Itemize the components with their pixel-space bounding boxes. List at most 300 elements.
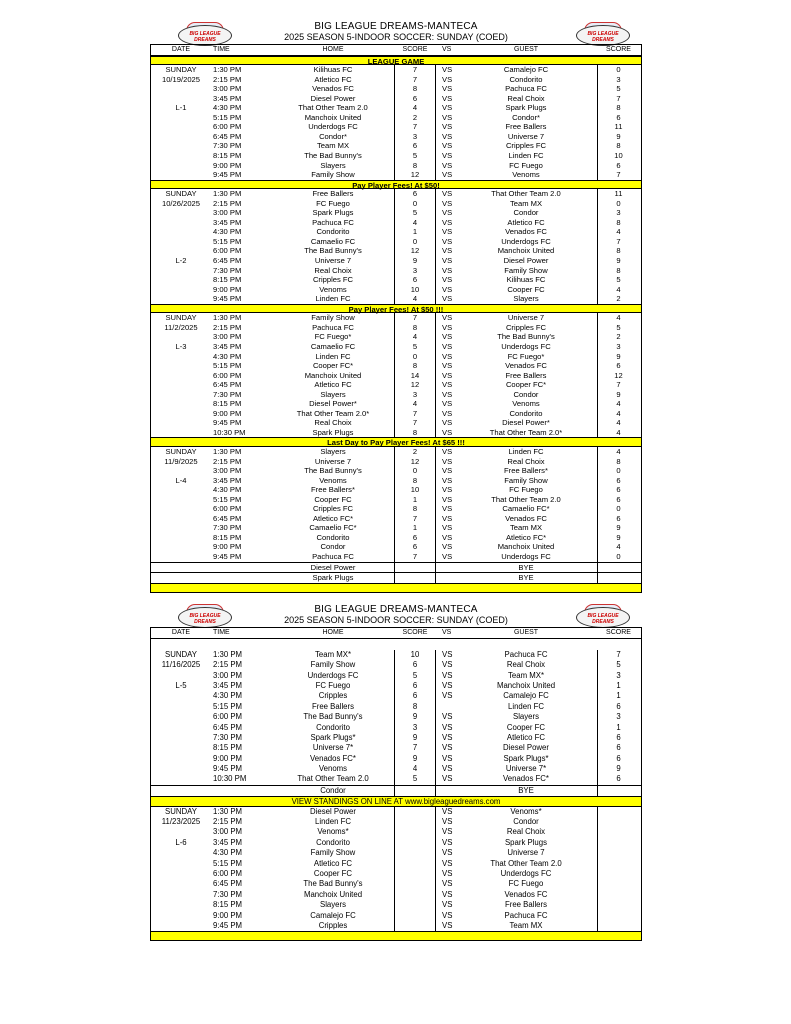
- vs-label: VS: [442, 208, 453, 218]
- home-score: 9: [412, 256, 418, 266]
- home-score: 4: [412, 332, 418, 342]
- game-row: [151, 785, 641, 796]
- week-label: L-1: [175, 103, 187, 113]
- game-row: [151, 712, 641, 722]
- game-row: [151, 199, 641, 209]
- home-team: The Bad Bunny's: [303, 879, 363, 889]
- home-team: Underdogs FC: [308, 122, 358, 132]
- game-row: [151, 514, 641, 524]
- game-time: 6:00 PM: [213, 122, 242, 132]
- game-time: 6:45 PM: [213, 256, 242, 266]
- guest-score: 1: [616, 691, 621, 701]
- game-row: [151, 848, 641, 858]
- home-team: The Bad Bunny's: [304, 466, 362, 476]
- week-day: SUNDAY: [165, 65, 197, 75]
- column-header-guest: GUEST: [513, 46, 539, 53]
- game-time: 4:30 PM: [213, 351, 242, 361]
- home-score: 6: [412, 660, 418, 670]
- game-time: 3:45 PM: [213, 93, 242, 103]
- game-time: 3:00 PM: [213, 208, 242, 218]
- guest-team: Pachuca FC: [504, 910, 548, 920]
- game-time: 3:45 PM: [213, 475, 242, 485]
- column-header-vs: VS: [442, 629, 452, 636]
- home-team: Condorito: [316, 837, 350, 847]
- vs-label: VS: [442, 504, 453, 514]
- game-time: 4:30 PM: [213, 848, 243, 858]
- vs-label: VS: [442, 722, 453, 732]
- guest-score: 12: [614, 370, 623, 380]
- home-team: That Other Team 2.0: [297, 774, 369, 784]
- game-time: 5:15 PM: [213, 112, 242, 122]
- home-team: Cripples: [318, 691, 348, 701]
- vs-label: VS: [442, 160, 453, 170]
- guest-team: Venoms: [512, 170, 540, 180]
- league-logo-left: BIG LEAGUE DREAMS: [178, 22, 232, 46]
- page-title: BIG LEAGUE DREAMS-MANTECA: [314, 21, 478, 32]
- guest-score: 8: [616, 265, 621, 275]
- vs-label: VS: [442, 649, 453, 659]
- home-team: Family Show: [310, 848, 356, 858]
- game-time: 1:30 PM: [213, 65, 242, 75]
- page-title-2: BIG LEAGUE DREAMS-MANTECA: [314, 604, 478, 615]
- yellow-footer-bar: [151, 931, 641, 940]
- week-date: 11/2/2025: [164, 322, 198, 332]
- guest-score: 9: [616, 351, 621, 361]
- game-row: [151, 266, 641, 276]
- game-time: 1:30 PM: [213, 313, 242, 323]
- home-team: Venoms: [318, 764, 348, 774]
- game-row: [151, 132, 641, 142]
- game-time: 3:00 PM: [213, 670, 243, 680]
- home-team: Diesel Power: [310, 93, 356, 103]
- week-day: SUNDAY: [165, 446, 197, 456]
- vs-label: VS: [442, 817, 453, 827]
- home-team: The Bad Bunny's: [304, 246, 362, 256]
- vs-label: VS: [442, 275, 453, 285]
- home-score: 9: [412, 712, 418, 722]
- home-score: 5: [412, 774, 418, 784]
- home-team: Cripples FC: [312, 504, 354, 514]
- home-score: 6: [412, 680, 418, 690]
- guest-team: Spark Plugs: [505, 103, 547, 113]
- home-team: Atletico FC*: [312, 513, 354, 523]
- game-time: 2:15 PM: [213, 322, 242, 332]
- vs-label: VS: [442, 732, 453, 742]
- home-team: Family Show: [311, 313, 355, 323]
- game-time: 1:30 PM: [213, 446, 242, 456]
- home-score: 10: [410, 649, 420, 659]
- home-team: Camaelio FC: [310, 236, 356, 246]
- guest-score: 3: [616, 208, 621, 218]
- game-row: [151, 859, 641, 869]
- week-block: [151, 650, 641, 796]
- game-time: 7:30 PM: [213, 523, 242, 533]
- game-row: [151, 562, 641, 573]
- home-team: Spark Plugs: [312, 427, 354, 437]
- page-title-block: [150, 21, 642, 42]
- game-row: [151, 466, 641, 476]
- vs-label: VS: [442, 910, 453, 920]
- guest-team: Universe 7*: [505, 764, 547, 774]
- guest-team: Diesel Power*: [502, 418, 550, 428]
- guest-team: Condor: [513, 817, 539, 827]
- home-score: 8: [412, 701, 418, 711]
- guest-score: 7: [616, 170, 621, 180]
- game-row: [151, 533, 641, 543]
- home-score: 5: [412, 341, 418, 351]
- game-time: 9:45 PM: [213, 170, 242, 180]
- game-row: [151, 246, 641, 256]
- game-time: 2:15 PM: [213, 74, 242, 84]
- game-time: 9:00 PM: [213, 753, 243, 763]
- guest-team: Free Ballers*: [504, 466, 548, 476]
- guest-team: Condor: [513, 208, 539, 218]
- home-team: Cripples FC: [312, 275, 354, 285]
- guest-team: Venados FC: [505, 227, 547, 237]
- home-team: Spark Plugs*: [310, 732, 356, 742]
- home-team: Venados FC: [312, 84, 354, 94]
- vs-label: VS: [442, 408, 453, 418]
- guest-team: Linden FC: [508, 446, 544, 456]
- guest-score: 0: [616, 198, 621, 208]
- vs-label: VS: [442, 141, 453, 151]
- guest-score: 1: [616, 680, 621, 690]
- guest-team: Venoms: [512, 399, 540, 409]
- home-team: FC Fuego: [315, 680, 351, 690]
- guest-score: 6: [616, 774, 621, 784]
- home-team: Linden FC: [315, 294, 351, 304]
- vs-label: VS: [442, 380, 453, 390]
- home-team: Cripples: [318, 920, 348, 930]
- vs-label: VS: [442, 670, 453, 680]
- vs-label: VS: [442, 889, 453, 899]
- vs-label: VS: [442, 246, 453, 256]
- vs-label: VS: [442, 313, 453, 323]
- game-row: [151, 371, 641, 381]
- guest-score: 10: [614, 151, 623, 161]
- game-row: [151, 294, 641, 304]
- vs-label: VS: [442, 112, 453, 122]
- game-row: [151, 189, 641, 199]
- game-time: 5:15 PM: [213, 236, 242, 246]
- game-time: 8:15 PM: [213, 743, 243, 753]
- schedule-table-2: [150, 627, 642, 941]
- guest-team: The Bad Bunny's: [497, 332, 555, 342]
- guest-score: 6: [616, 475, 621, 485]
- vs-label: VS: [442, 351, 453, 361]
- home-score: 6: [412, 189, 418, 199]
- vs-label: VS: [442, 399, 453, 409]
- guest-team: BYE: [518, 573, 534, 583]
- game-time: 8:15 PM: [213, 151, 242, 161]
- league-logo-right: BIG LEAGUE DREAMS: [576, 22, 630, 46]
- home-score: 10: [410, 284, 420, 294]
- vs-label: VS: [442, 284, 453, 294]
- home-score: 6: [412, 141, 418, 151]
- guest-team: Manchoix United: [497, 246, 555, 256]
- vs-label: VS: [442, 198, 453, 208]
- game-time: 10:30 PM: [213, 774, 247, 784]
- home-team: Linden FC: [315, 351, 351, 361]
- game-time: 8:15 PM: [213, 275, 242, 285]
- vs-label: VS: [442, 900, 453, 910]
- game-row: [151, 754, 641, 764]
- home-team: Pachuca FC: [312, 217, 354, 227]
- home-score: 7: [412, 65, 418, 75]
- home-team: Venoms*: [317, 827, 349, 837]
- game-row: [151, 409, 641, 419]
- column-header-score2: SCORE: [606, 46, 631, 53]
- home-team: Condor: [320, 785, 346, 795]
- game-row: [151, 218, 641, 228]
- home-score: 12: [410, 380, 420, 390]
- guest-score: 1: [616, 722, 621, 732]
- guest-score: 8: [616, 141, 621, 151]
- column-header-score2: SCORE: [606, 629, 631, 636]
- home-score: 5: [412, 151, 418, 161]
- week-day: SUNDAY: [165, 806, 197, 816]
- week-label: L-2: [175, 256, 187, 266]
- home-score: 4: [412, 764, 418, 774]
- guest-team: Cripples FC: [505, 322, 547, 332]
- game-time: 6:00 PM: [213, 712, 243, 722]
- vs-label: VS: [442, 427, 453, 437]
- guest-score: 7: [616, 649, 621, 659]
- home-team: Condor*: [319, 131, 347, 141]
- game-row: [151, 495, 641, 505]
- game-time: 9:45 PM: [213, 764, 243, 774]
- vs-label: VS: [442, 256, 453, 266]
- home-team: FC Fuego: [316, 198, 350, 208]
- guest-score: 4: [616, 446, 621, 456]
- game-time: 6:45 PM: [213, 879, 243, 889]
- home-score: 0: [412, 198, 418, 208]
- guest-team: Diesel Power: [503, 743, 549, 753]
- vs-label: VS: [442, 74, 453, 84]
- game-row: [151, 542, 641, 552]
- game-row: [151, 733, 641, 743]
- vs-label: VS: [442, 189, 453, 199]
- game-time: 7:30 PM: [213, 732, 243, 742]
- home-score: 4: [412, 294, 418, 304]
- game-row: [151, 332, 641, 342]
- vs-label: VS: [442, 680, 453, 690]
- game-time: 8:15 PM: [213, 900, 243, 910]
- guest-team: Condor: [513, 389, 539, 399]
- home-score: 8: [412, 475, 418, 485]
- home-score: 6: [412, 93, 418, 103]
- game-time: 8:15 PM: [213, 399, 242, 409]
- home-team: Real Choix: [314, 265, 352, 275]
- guest-score: 5: [616, 322, 621, 332]
- guest-team: Venados FC*: [503, 774, 549, 784]
- game-time: 6:00 PM: [213, 246, 242, 256]
- home-score: 14: [410, 370, 420, 380]
- home-score: 3: [412, 265, 418, 275]
- guest-team: Slayers: [513, 712, 539, 722]
- column-header-row: [151, 628, 641, 639]
- guest-team: Condorito: [509, 408, 543, 418]
- home-team: Underdogs FC: [307, 670, 359, 680]
- game-time: 7:30 PM: [213, 265, 242, 275]
- game-time: 5:15 PM: [213, 701, 243, 711]
- game-time: 1:30 PM: [213, 189, 242, 199]
- home-score: 6: [412, 542, 418, 552]
- home-score: 0: [412, 351, 418, 361]
- game-time: 9:45 PM: [213, 418, 242, 428]
- game-row: [151, 352, 641, 362]
- vs-label: VS: [442, 920, 453, 930]
- home-team: Condorito: [316, 532, 350, 542]
- guest-score: 4: [616, 418, 621, 428]
- vs-label: VS: [442, 446, 453, 456]
- game-time: 1:30 PM: [213, 649, 243, 659]
- guest-score: 3: [616, 670, 621, 680]
- vs-label: VS: [442, 227, 453, 237]
- guest-score: 6: [616, 112, 621, 122]
- guest-team: FC Fuego: [509, 160, 543, 170]
- game-row: [151, 256, 641, 266]
- game-time: 6:45 PM: [213, 513, 242, 523]
- guest-team: Universe 7: [507, 313, 545, 323]
- home-team: Atletico FC: [314, 380, 352, 390]
- game-row: [151, 764, 641, 774]
- guest-team: Universe 7: [507, 848, 545, 858]
- game-row: [151, 838, 641, 848]
- guest-score: 7: [616, 380, 621, 390]
- guest-team: Family Show: [504, 265, 548, 275]
- guest-score: 11: [614, 189, 623, 199]
- game-time: 3:00 PM: [213, 827, 243, 837]
- guest-team: Atletico FC*: [505, 532, 547, 542]
- guest-score: 4: [616, 427, 621, 437]
- vs-label: VS: [442, 217, 453, 227]
- guest-team: Camalejo FC: [503, 691, 549, 701]
- game-row: [151, 900, 641, 910]
- guest-score: 6: [616, 513, 621, 523]
- banner-notice: VIEW STANDINGS ON LINE AT www.bigleaguedreams.com: [151, 796, 641, 806]
- column-header-time: TIME: [213, 629, 230, 636]
- vs-label: VS: [442, 103, 453, 113]
- guest-score: 8: [616, 246, 621, 256]
- guest-team: Pachuca FC: [505, 84, 547, 94]
- home-score: 0: [412, 466, 418, 476]
- vs-label: VS: [442, 858, 453, 868]
- guest-score: 6: [616, 743, 621, 753]
- game-row: [151, 428, 641, 438]
- guest-score: 4: [616, 542, 621, 552]
- home-team: Diesel Power*: [309, 399, 357, 409]
- game-row: [151, 380, 641, 390]
- guest-score: 7: [616, 236, 621, 246]
- game-row: [151, 485, 641, 495]
- home-score: 6: [412, 275, 418, 285]
- game-row: [151, 65, 641, 75]
- guest-team: Venados FC: [505, 513, 547, 523]
- home-team: Venados FC*: [310, 753, 356, 763]
- home-team: That Other Team 2.0*: [296, 408, 370, 418]
- vs-label: VS: [442, 93, 453, 103]
- week-block: [151, 447, 641, 583]
- vs-label: VS: [442, 485, 453, 495]
- game-row: [151, 911, 641, 921]
- guest-score: 8: [616, 217, 621, 227]
- guest-team: Atletico FC: [506, 732, 546, 742]
- guest-score: 3: [616, 74, 621, 84]
- home-score: 5: [412, 208, 418, 218]
- spacer-row: [151, 639, 641, 649]
- vs-label: VS: [442, 65, 453, 75]
- page-subtitle-2: 2025 SEASON 5-INDOOR SOCCER: SUNDAY (COED): [284, 615, 508, 625]
- game-row: [151, 122, 641, 132]
- game-row: [151, 361, 641, 371]
- guest-team: Real Choix: [506, 660, 546, 670]
- guest-score: 4: [616, 408, 621, 418]
- home-score: 10: [410, 485, 420, 495]
- guest-team: Condorito: [509, 74, 543, 84]
- guest-team: Team MX: [509, 198, 543, 208]
- guest-team: FC Fuego*: [507, 351, 545, 361]
- column-header-row: [151, 45, 641, 56]
- game-row: [151, 342, 641, 352]
- home-team: Diesel Power: [310, 806, 356, 816]
- home-score: 1: [412, 523, 418, 533]
- game-time: 8:15 PM: [213, 532, 242, 542]
- game-row: [151, 313, 641, 323]
- vs-label: VS: [442, 868, 453, 878]
- vs-label: VS: [442, 361, 453, 371]
- guest-team: Diesel Power: [503, 256, 549, 266]
- home-score: 7: [412, 743, 418, 753]
- game-time: 2:15 PM: [213, 198, 242, 208]
- banner-notice: Pay Player Fees! At $50 !!!: [151, 304, 641, 314]
- game-time: 2:15 PM: [213, 456, 242, 466]
- home-team: Universe 7: [314, 256, 352, 266]
- home-team: Cooper FC: [313, 868, 353, 878]
- game-time: 9:00 PM: [213, 160, 242, 170]
- guest-score: 5: [616, 275, 621, 285]
- home-team: Team MX*: [315, 649, 351, 659]
- guest-score: 9: [616, 131, 621, 141]
- guest-team: Linden FC: [508, 701, 544, 711]
- guest-score: 6: [616, 361, 621, 371]
- column-header-home: HOME: [322, 629, 344, 636]
- guest-score: 0: [616, 65, 621, 75]
- banner-league-game: LEAGUE GAME: [151, 56, 641, 66]
- guest-team: Free Ballers: [505, 122, 547, 132]
- guest-team: Underdogs FC: [501, 341, 551, 351]
- column-header-guest: GUEST: [513, 629, 539, 636]
- home-team: Condorito: [316, 722, 350, 732]
- game-row: [151, 890, 641, 900]
- vs-label: VS: [442, 341, 453, 351]
- week-block: [151, 313, 641, 437]
- game-time: 9:00 PM: [213, 408, 242, 418]
- game-row: [151, 476, 641, 486]
- vs-label: VS: [442, 370, 453, 380]
- guest-score: 6: [616, 485, 621, 495]
- home-score: 3: [412, 389, 418, 399]
- home-score: 6: [412, 691, 418, 701]
- guest-score: 6: [616, 753, 621, 763]
- home-team: Manchoix United: [303, 889, 363, 899]
- game-row: [151, 702, 641, 712]
- home-score: 4: [412, 103, 418, 113]
- game-row: [151, 457, 641, 467]
- guest-team: Underdogs FC: [501, 236, 551, 246]
- guest-team: FC Fuego: [509, 485, 543, 495]
- guest-team: BYE: [518, 785, 534, 795]
